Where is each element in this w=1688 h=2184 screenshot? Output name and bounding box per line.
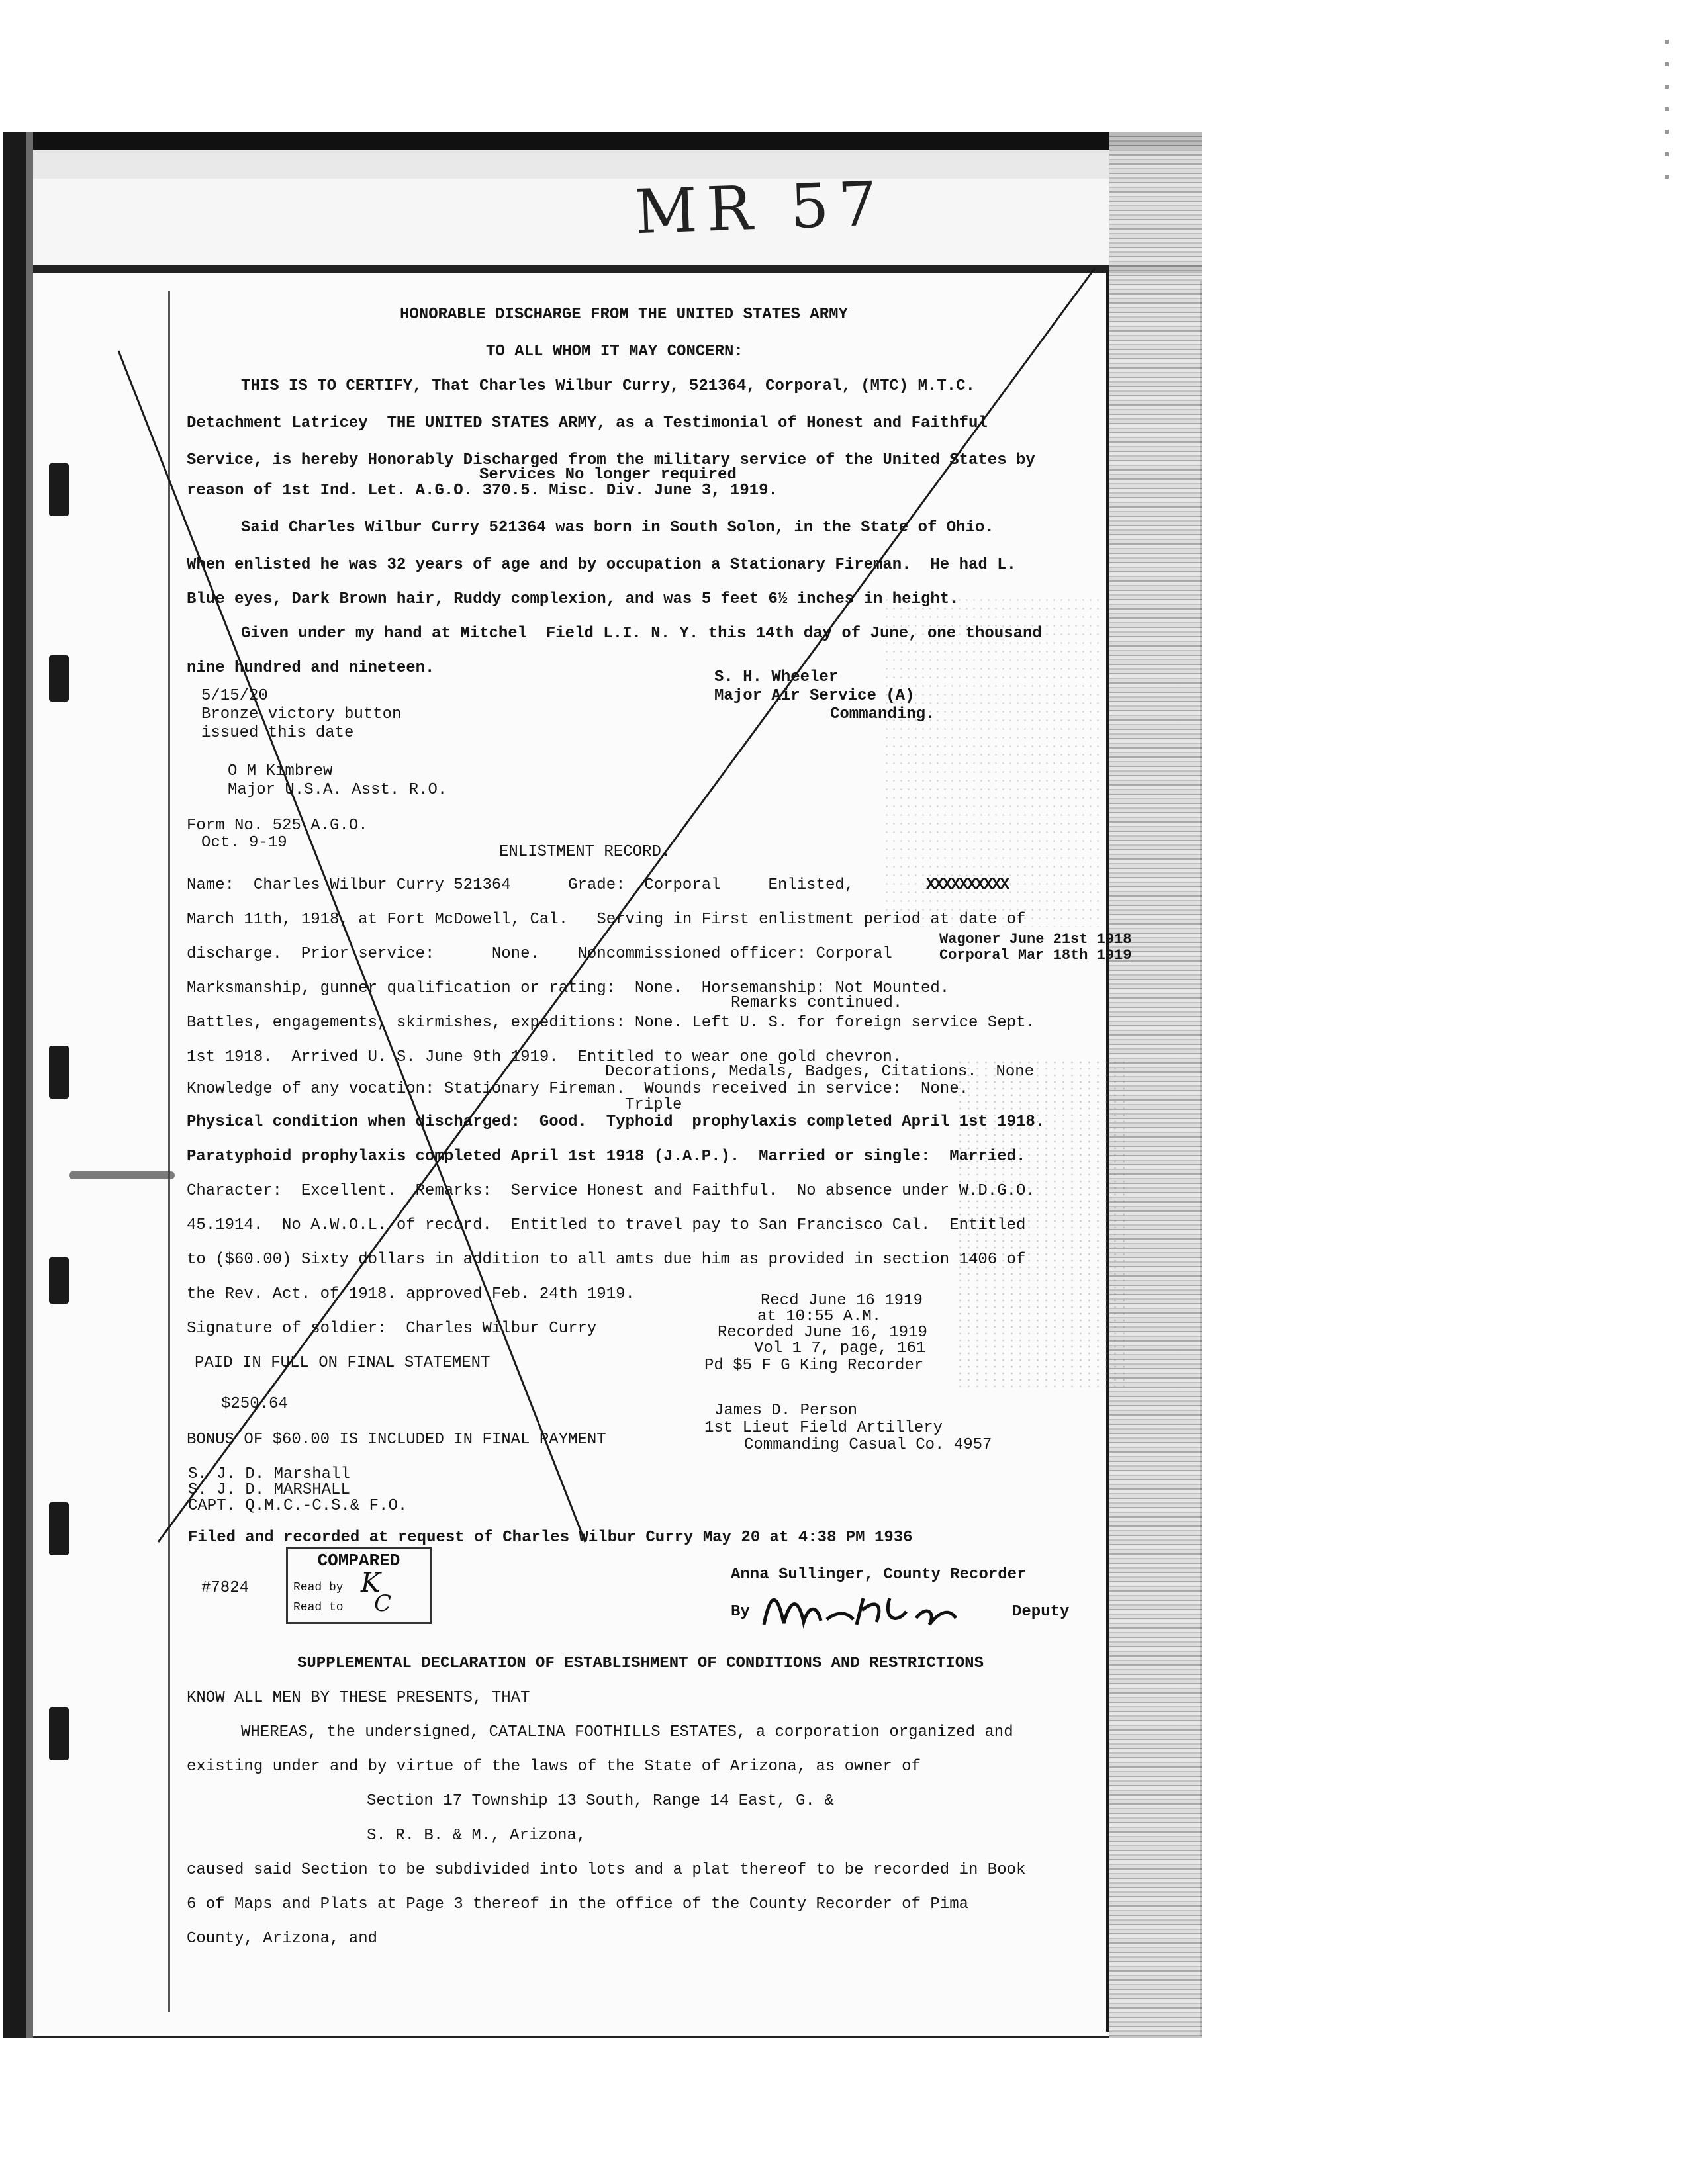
document-sheet: [3, 132, 1202, 2038]
by-label: By: [731, 1603, 750, 1621]
enlistment-line: 45.1914. No A.W.O.L. of record. Entitled to travel pay to San Francisco Cal. Entitled: [187, 1216, 1026, 1234]
born-line: Given under my hand at Mitchel Field L.I. N. Y. this 14th day of June, one thousand: [241, 625, 1042, 643]
enlistment-line: Character: Excellent. Remarks: Service Honest and Faithful. No absence under W.D.G.O.: [187, 1182, 1035, 1200]
enlistment-line: March 11th, 1918, at Fort McDowell, Cal. Serving in First enlistment period at date of: [187, 911, 1026, 929]
supplemental-line: WHEREAS, the undersigned, CATALINA FOOTHILLS ESTATES, a corporation organized and: [241, 1723, 1013, 1741]
born-line: Blue eyes, Dark Brown hair, Ruddy complexion, and was 5 feet 6½ inches in height.: [187, 590, 959, 608]
born-line: When enlisted he was 32 years of age and by occupation a Stationary Fireman. He had L.: [187, 556, 1017, 574]
enlistment-line: Paratyphoid prophylaxis completed April 1st 1918 (J.A.P.). Married or single: Married.: [187, 1148, 1026, 1165]
paymaster-name: S. J. D. MARSHALL: [188, 1481, 350, 1499]
supplemental-line: County, Arizona, and: [187, 1930, 378, 1948]
victory-note: issued this date: [201, 724, 354, 742]
issuer-title: Major U.S.A. Asst. R.O.: [228, 781, 447, 799]
scan-edge-marks: [1665, 40, 1669, 192]
recording-line: Recd June 16 1919: [761, 1292, 923, 1310]
filed-line: Filed and recorded at request of Charles Wilbur Curry May 20 at 4:38 PM 1936: [188, 1529, 913, 1547]
redacted-date: XXXXXXXXXX: [926, 876, 1009, 894]
waggoner-note: Corporal Mar 18th 1919: [939, 947, 1132, 964]
enlistment-line: Knowledge of any vocation: Stationary Fireman. Wounds received in service: None.: [187, 1080, 968, 1098]
supplemental-line: Section 17 Township 13 South, Range 14 East, G. &: [367, 1792, 834, 1810]
handwritten-header: MR 57: [633, 168, 888, 248]
cert-interlinear: Services No longer required: [479, 466, 737, 484]
salutation: TO ALL WHOM IT MAY CONCERN:: [486, 343, 743, 361]
stamp-read-to-initial: C: [374, 1590, 392, 1617]
enlistment-line: Marksmanship, gunner qualification or rating: None. Horsemanship: Not Mounted.: [187, 979, 950, 997]
file-number: #7824: [201, 1579, 250, 1597]
form-number: Form No. 525 A.G.O.: [187, 817, 368, 835]
stamp-read-by-label: Read by: [293, 1581, 344, 1594]
paymaster-signature: S. J. D. Marshall: [188, 1465, 350, 1483]
victory-note: Bronze victory button: [201, 705, 402, 723]
soldier-signature: Signature of soldier: Charles Wilbur Curry: [187, 1320, 597, 1338]
form-date: Oct. 9-19: [201, 834, 287, 852]
enlistment-line: the Rev. Act. of 1918. approved Feb. 24th 1919.: [187, 1285, 635, 1303]
document-title: HONORABLE DISCHARGE FROM THE UNITED STATES ARMY: [400, 306, 848, 324]
officer-command: Commanding Casual Co. 4957: [744, 1436, 992, 1454]
enlistment-line: discharge. Prior service: None. Noncommissioned officer: Corporal: [187, 945, 892, 963]
born-line: nine hundred and nineteen.: [187, 659, 435, 677]
triple-note: Triple: [625, 1096, 682, 1114]
recording-line: Pd $5 F G King Recorder: [704, 1357, 924, 1375]
officer-rank: 1st Lieut Field Artillery: [704, 1419, 943, 1437]
supplemental-line: existing under and by virtue of the laws of the State of Arizona, as owner of: [187, 1758, 921, 1776]
cert-line: Detachment Latricey THE UNITED STATES ARMY, as a Testimonial of Honest and Faithful: [187, 414, 988, 432]
recording-line: Recorded June 16, 1919: [718, 1324, 927, 1342]
issuer-name: O M Kimbrew: [228, 762, 333, 780]
stamp-read-to-label: Read to: [293, 1601, 344, 1614]
county-recorder: Anna Sullinger, County Recorder: [731, 1566, 1027, 1584]
commander-rank: Major Air Service (A): [714, 687, 915, 705]
bonus-note: BONUS OF $60.00 IS INCLUDED IN FINAL PAYMENT: [187, 1431, 606, 1449]
deputy-signature: [737, 1585, 989, 1638]
final-amount: $250.64: [221, 1395, 288, 1413]
paymaster-title: CAPT. Q.M.C.-C.S.& F.O.: [188, 1497, 408, 1515]
born-line: Said Charles Wilbur Curry 521364 was born in South Solon, in the State of Ohio.: [241, 519, 994, 537]
supplemental-line: 6 of Maps and Plats at Page 3 thereof in the office of the County Recorder of Pima: [187, 1895, 968, 1913]
cert-line: THIS IS TO CERTIFY, That Charles Wilbur Curry, 521364, Corporal, (MTC) M.T.C.: [241, 377, 975, 395]
enlistment-line: to ($60.00) Sixty dollars in addition to all amts due him as provided in section 1406 of: [187, 1251, 1026, 1269]
enlistment-heading: ENLISTMENT RECORD.: [499, 843, 671, 861]
cert-line: reason of 1st Ind. Let. A.G.O. 370.5. Misc. Div. June 3, 1919.: [187, 482, 778, 500]
deputy-label: Deputy: [1012, 1603, 1070, 1621]
recording-line: at 10:55 A.M.: [757, 1308, 882, 1326]
supplemental-title: SUPPLEMENTAL DECLARATION OF ESTABLISHMENT OF CONDITIONS AND RESTRICTIONS: [297, 1655, 984, 1672]
supplemental-line: caused said Section to be subdivided into lots and a plat thereof to be recorded in Book: [187, 1861, 1026, 1879]
enlistment-line: 1st 1918. Arrived U. S. June 9th 1919. Entitled to wear one gold chevron.: [187, 1048, 902, 1066]
stamp-read-by-initial: K: [361, 1568, 381, 1598]
waggoner-note: Wagoner June 21st 1918: [939, 931, 1132, 948]
enlistment-line: Physical condition when discharged: Good. Typhoid prophylaxis completed April 1st 1918.: [187, 1113, 1045, 1131]
victory-note: 5/15/20: [201, 687, 268, 705]
commander-name: S. H. Wheeler: [714, 668, 839, 686]
supplemental-line: S. R. B. & M., Arizona,: [367, 1827, 586, 1844]
remarks-continued: Remarks continued.: [731, 994, 903, 1012]
enlistment-line: Name: Charles Wilbur Curry 521364 Grade: Corporal Enlisted,: [187, 876, 864, 894]
compared-stamp: [286, 1547, 432, 1624]
stamp-title: COMPARED: [317, 1551, 400, 1570]
recording-line: Vol 1 7, page, 161: [754, 1340, 926, 1357]
commander-title: Commanding.: [830, 705, 935, 723]
decorations-note: Decorations, Medals, Badges, Citations. None: [605, 1063, 1035, 1081]
enlistment-line: Battles, engagements, skirmishes, expeditions: None. Left U. S. for foreign service Sept.: [187, 1014, 1035, 1032]
supplemental-line: KNOW ALL MEN BY THESE PRESENTS, THAT: [187, 1689, 530, 1707]
cert-line: Service, is hereby Honorably Discharged from the military service of the United States by: [187, 451, 1035, 469]
officer-name: James D. Person: [714, 1402, 858, 1420]
paid-in-full: PAID IN FULL ON FINAL STATEMENT: [195, 1354, 491, 1372]
